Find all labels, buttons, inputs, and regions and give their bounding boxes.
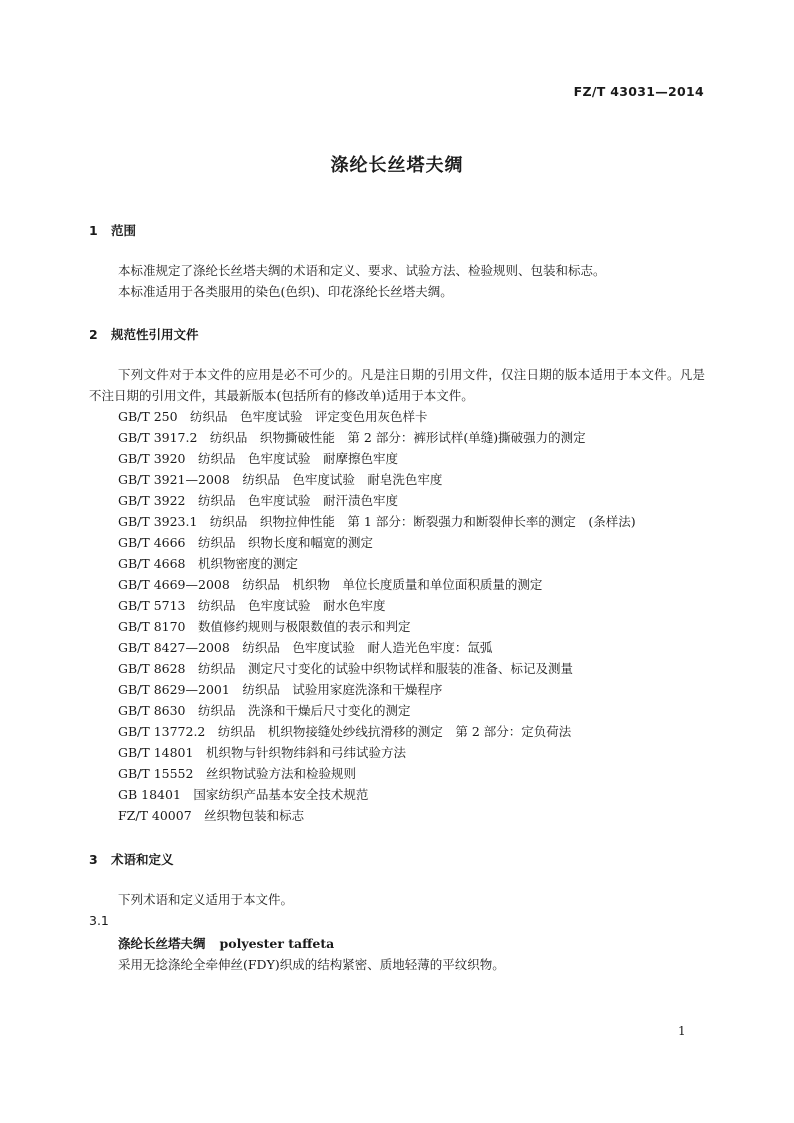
term-chinese: 涤纶长丝塔夫绸 (118, 936, 206, 951)
section-number: 3 (89, 852, 98, 867)
reference-item: GB/T 14801 机织物与针织物纬斜和弓纬试验方法 (118, 745, 406, 760)
reference-item: GB/T 13772.2 纺织品 机织物接缝处纱线抗滑移的测定 第 2 部分：定负荷法 (118, 724, 572, 739)
reference-item: GB/T 4666 纺织品 织物长度和幅宽的测定 (118, 535, 374, 550)
reference-item: GB/T 3920 纺织品 色牢度试验 耐摩擦色牢度 (118, 451, 399, 466)
reference-item: GB/T 8628 纺织品 测定尺寸变化的试验中织物试样和服装的准备、标记及测量 (118, 661, 574, 676)
section-number: 2 (89, 327, 98, 342)
reference-item: GB/T 4669—2008 纺织品 机织物 单位长度质量和单位面积质量的测定 (118, 577, 543, 592)
paragraph: 本标准规定了涤纶长丝塔夫绸的术语和定义、要求、试验方法、检验规则、包装和标志。 (118, 263, 606, 278)
paragraph: 下列文件对于本文件的应用是必不可少的。凡是注日期的引用文件，仅注日期的版本适用于本文件。凡是不注日期的引用文件，其最新版本(包括所有的修改单)适用于本文件。 (89, 367, 705, 403)
section-1-heading (89, 221, 136, 239)
reference-item: GB 18401 国家纺织产品基本安全技术规范 (118, 787, 369, 802)
paragraph: 本标准适用于各类服用的染色(色织)、印花涤纶长丝塔夫绸。 (118, 284, 453, 299)
document-title: 涤纶长丝塔夫绸 (330, 155, 464, 176)
term-entry (118, 934, 334, 952)
reference-item: GB/T 8170 数值修约规则与极限数值的表示和判定 (118, 619, 411, 634)
reference-item: GB/T 8630 纺织品 洗涤和干燥后尺寸变化的测定 (118, 703, 411, 718)
reference-item: GB/T 5713 纺织品 色牢度试验 耐水色牢度 (118, 598, 386, 613)
reference-item: GB/T 8427—2008 纺织品 色牢度试验 耐人造光色牢度：氙弧 (118, 640, 493, 655)
section-2-heading (89, 325, 199, 343)
reference-item: GB/T 15552 丝织物试验方法和检验规则 (118, 766, 356, 781)
section-3-heading (89, 850, 174, 868)
page-number: 1 (678, 1024, 686, 1038)
paragraph: 下列术语和定义适用于本文件。 (118, 892, 294, 907)
reference-item: FZ/T 40007 丝织物包装和标志 (118, 808, 305, 823)
reference-item: GB/T 3923.1 纺织品 织物拉伸性能 第 1 部分：断裂强力和断裂伸长率的测定 (条样法) (118, 514, 636, 529)
reference-item: GB/T 4668 机织物密度的测定 (118, 556, 299, 571)
reference-item: GB/T 250 纺织品 色牢度试验 评定变色用灰色样卡 (118, 409, 428, 424)
section-title: 范围 (111, 223, 137, 238)
section-title: 规范性引用文件 (111, 327, 199, 342)
reference-item: GB/T 3921—2008 纺织品 色牢度试验 耐皂洗色牢度 (118, 472, 443, 487)
subsection-number: 3.1 (89, 913, 109, 928)
reference-item: GB/T 3917.2 纺织品 织物撕破性能 第 2 部分：裤形试样(单缝)撕破强力的测定 (118, 430, 586, 445)
term-definition: 采用无捻涤纶全牵伸丝(FDY)织成的结构紧密、质地轻薄的平纹织物。 (118, 957, 505, 972)
standard-code: FZ/T 43031—2014 (573, 84, 704, 99)
reference-item: GB/T 3922 纺织品 色牢度试验 耐汗渍色牢度 (118, 493, 399, 508)
reference-item: GB/T 8629—2001 纺织品 试验用家庭洗涤和干燥程序 (118, 682, 443, 697)
section-number: 1 (89, 223, 98, 238)
section-title: 术语和定义 (111, 852, 174, 867)
term-english: polyester taffeta (219, 936, 335, 951)
